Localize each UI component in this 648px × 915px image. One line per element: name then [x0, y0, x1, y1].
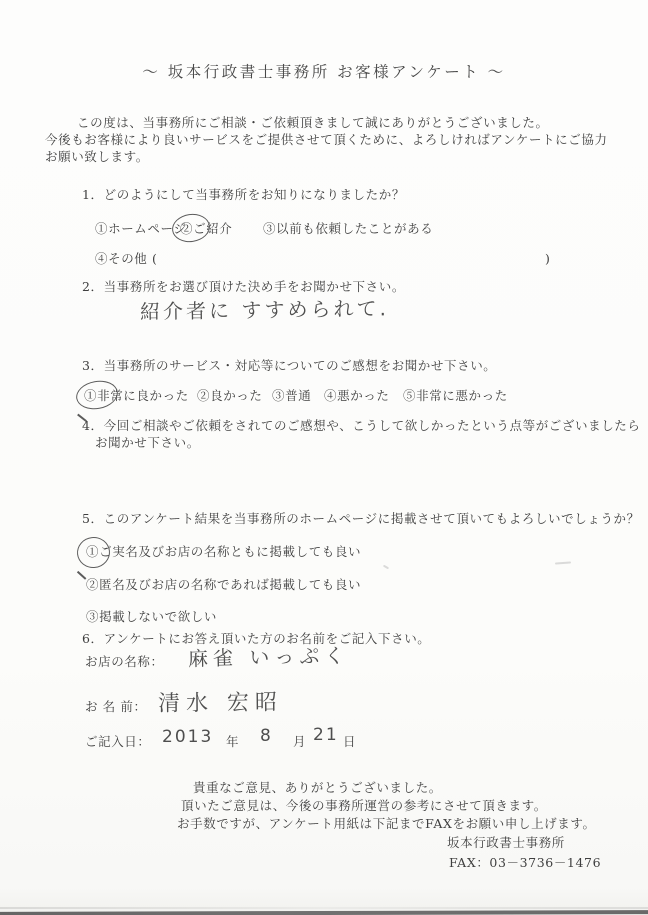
footer-fax-number: FAX：03－3736－1476	[449, 855, 602, 870]
q3-option-bad: ④悪かった	[324, 388, 390, 403]
q2-handwritten-answer: 紹介者に すすめられて.	[139, 296, 390, 324]
hand-circle-q1-option-2	[170, 211, 212, 244]
intro-line-2: 今後もお客様により良いサービスをご提供させて頂くために、よろしければアンケートにご協力	[45, 132, 608, 147]
footer-fax-request-line: お手数ですが、アンケート用紙は下記までFAXをお願い申し上げます。	[177, 816, 596, 831]
date-month-unit: 月	[293, 734, 307, 749]
q1-option-repeat: ③以前も依頼したことがある	[263, 221, 434, 236]
q1-option-homepage: ①ホームページ	[95, 221, 187, 236]
page-title: ～ 坂本行政書士事務所 お客様アンケート ～	[142, 63, 506, 81]
question-5-label: 5．このアンケート結果を当事務所のホームページに掲載させて頂いてもよろしいでしょうか？	[82, 511, 640, 526]
question-4-label-line-2: お聞かせ下さい。	[95, 435, 200, 450]
name-field-label: お 名 前：	[85, 699, 147, 714]
q3-option-normal: ③普通	[272, 388, 312, 403]
question-6-label: 6．アンケートにお答え頂いた方のお名前をご記入下さい。	[82, 631, 431, 646]
shop-name-field-label: お店の名称：	[85, 654, 164, 669]
intro-line-3: お願い致します。	[45, 149, 149, 164]
question-3-label: 3．当事務所のサービス・対応等についてのご感想をお聞かせ下さい。	[82, 358, 497, 373]
q3-option-very-bad: ⑤非常に悪かった	[403, 388, 508, 403]
date-day-handwritten: 21	[313, 725, 339, 745]
date-day-unit: 日	[343, 734, 357, 749]
intro-line-1: この度は、当事務所にご相談・ご依頼頂きまして誠にありがとうございました。	[77, 115, 549, 130]
footer-feedback-line: 頂いたご意見は、今後の事務所運営の参考にさせて頂きます。	[181, 798, 547, 813]
question-1-label: 1．どのようにして当事務所をお知りになりましたか？	[82, 187, 405, 202]
date-year-handwritten: 2013	[162, 727, 214, 747]
q1-option-other-close-paren: )	[545, 251, 551, 266]
shop-name-handwritten-value: 麻雀 いっぷく	[187, 643, 350, 671]
question-2-label: 2．当事務所をお選び頂けた決め手をお聞かせ下さい。	[82, 279, 405, 294]
footer-thanks-line: 貴重なご意見、ありがとうございました。	[193, 780, 442, 795]
scan-smudge	[555, 561, 571, 564]
q5-option-real-name-ok: ①ご実名及びお店の名称ともに掲載しても良い	[86, 544, 362, 559]
name-handwritten-value: 清水 宏昭	[157, 690, 284, 717]
date-month-handwritten: 8	[260, 726, 273, 746]
hand-circle-q5-option-1	[75, 535, 111, 569]
q5-option-anonymous-ok: ②匿名及びお店の名称であれば掲載しても良い	[86, 577, 362, 592]
date-field-label: ご記入日：	[85, 734, 151, 749]
q3-option-good: ②良かった	[197, 388, 263, 403]
footer-office-name: 坂本行政書士事務所	[447, 835, 565, 850]
hand-circle-q3-option-1	[74, 378, 120, 413]
scan-edge-dark-line	[0, 910, 648, 915]
q5-option-do-not-publish: ③掲載しないで欲しい	[86, 609, 218, 624]
q1-option-other: ④その他 (	[95, 251, 158, 266]
scan-smudge	[383, 565, 389, 570]
question-4-label-line-1: 4．今回ご相談やご依頼をされてのご感想や、こうして欲しかったという点等がございましたら	[82, 418, 641, 433]
q1-option-referral: ②ご紹介	[180, 221, 233, 236]
q3-option-very-good: ①非常に良かった	[84, 388, 189, 403]
scan-edge-light-line	[0, 907, 648, 909]
date-year-unit: 年	[226, 734, 240, 749]
